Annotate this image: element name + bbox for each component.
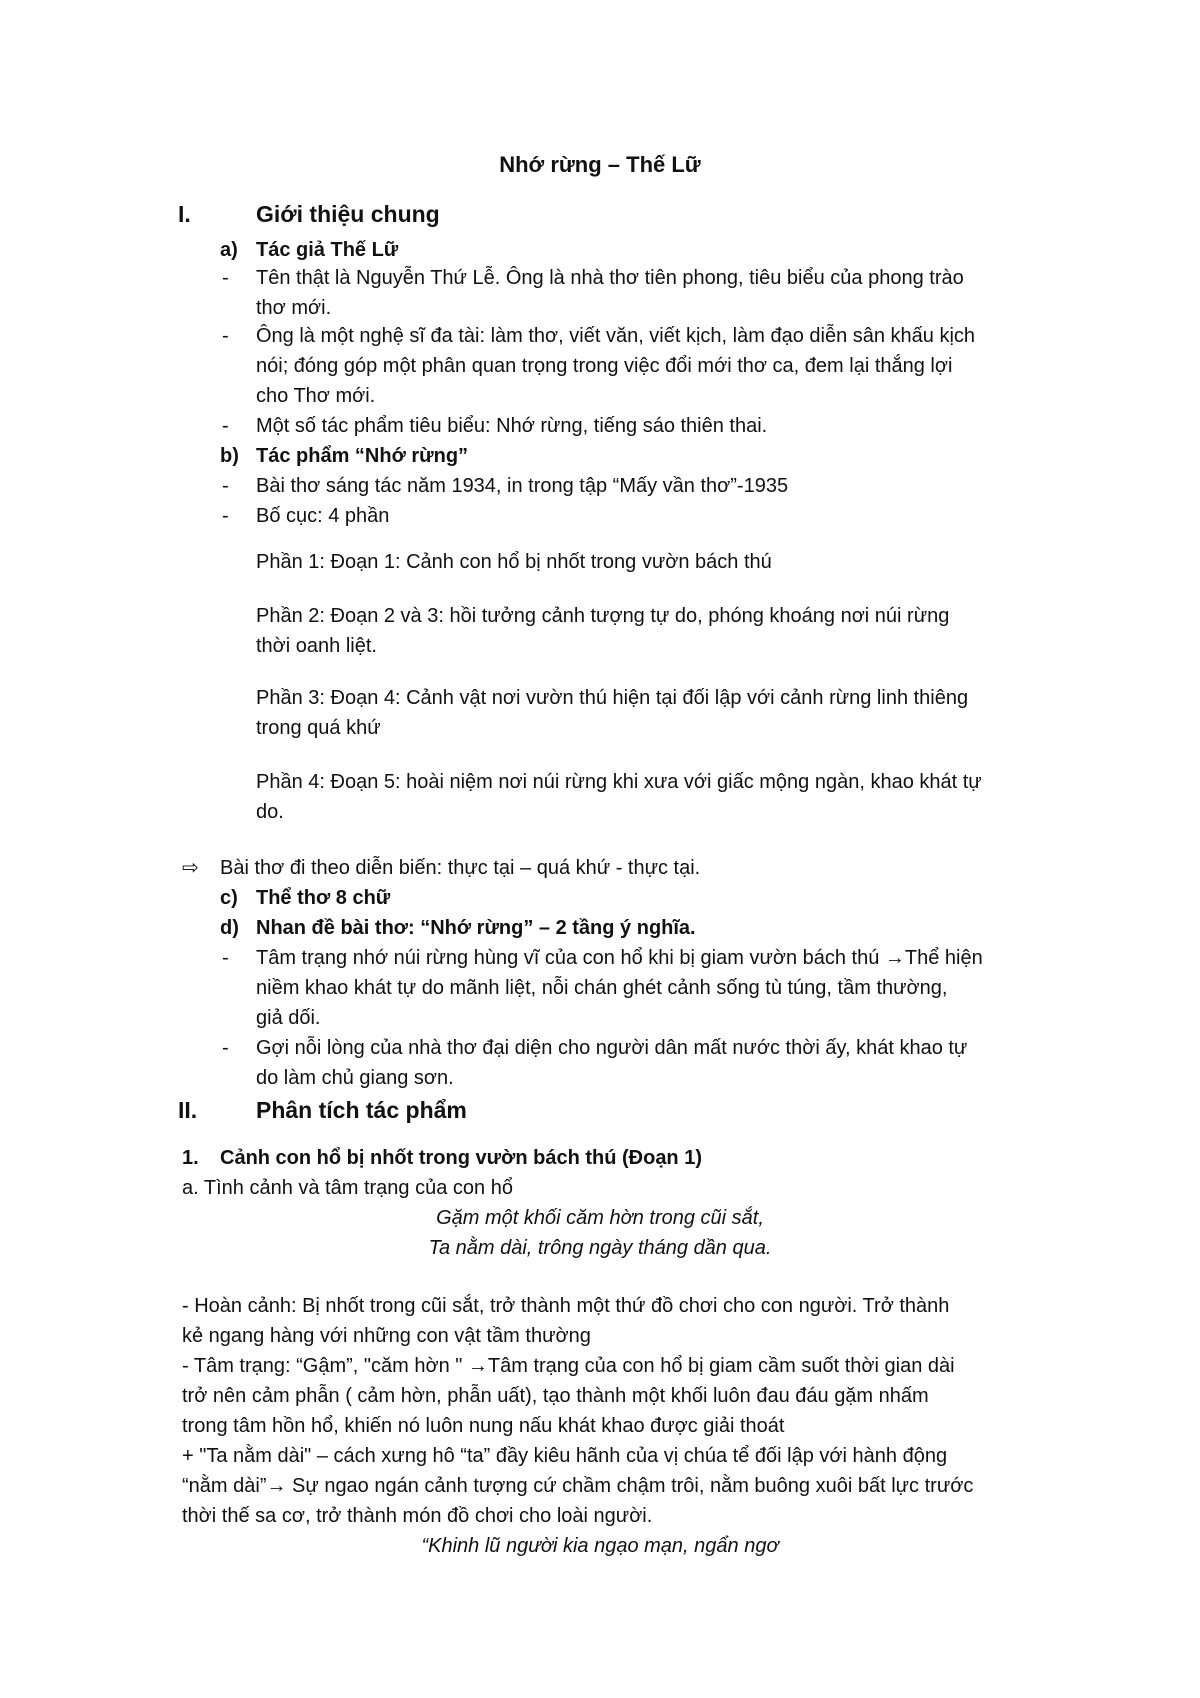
part-line: trong quá khứ xyxy=(256,717,381,739)
text-line: niềm khao khát tự do mãnh liệt, nỗi chán ghét cảnh sống tù túng, tầm thường, xyxy=(256,977,948,999)
text-line: Bài thơ đi theo diễn biến: thực tại – quá khứ - thực tại. xyxy=(220,857,701,879)
text-line: Tâm trạng nhớ núi rừng hùng vĩ của con hổ khi bị giam vườn bách thú →Thể hiện xyxy=(256,947,983,969)
text-line: giả dối. xyxy=(256,1007,321,1029)
poem-quote-line: Gặm một khối căm hờn trong cũi sắt, xyxy=(436,1207,764,1229)
part-line: Phần 1: Đoạn 1: Cảnh con hổ bị nhốt trong vườn bách thú xyxy=(256,551,772,573)
text-line: Bài thơ sáng tác năm 1934, in trong tập “Mấy vần thơ”-1935 xyxy=(256,475,789,497)
item-label: d) xyxy=(220,917,239,939)
paragraph-line: kẻ ngang hàng với những con vật tầm thường xyxy=(182,1325,591,1347)
dash-bullet: - xyxy=(222,1037,229,1059)
text-line: cho Thơ mới. xyxy=(256,385,376,407)
item-label: b) xyxy=(220,445,239,467)
text-line: do làm chủ giang sơn. xyxy=(256,1067,454,1089)
dash-bullet: - xyxy=(222,415,229,437)
item-title: Tác giả Thế Lữ xyxy=(256,239,399,261)
item-label: a) xyxy=(220,239,238,261)
document-title: Nhớ rừng – Thế Lữ xyxy=(499,152,701,177)
part-line: Phần 2: Đoạn 2 và 3: hồi tưởng cảnh tượng tự do, phóng khoáng nơi núi rừng xyxy=(256,605,950,627)
paragraph-line: + "Ta nằm dài" – cách xưng hô “ta” đầy kiêu hãnh của vị chúa tể đối lập với hành động xyxy=(182,1445,948,1467)
part-line: thời oanh liệt. xyxy=(256,635,377,657)
item-title: Tác phẩm “Nhớ rừng” xyxy=(256,445,469,467)
poem-quote-line: Ta nằm dài, trông ngày tháng dần qua. xyxy=(428,1237,772,1259)
text-line: Tên thật là Nguyễn Thứ Lễ. Ông là nhà thơ tiên phong, tiêu biểu của phong trào xyxy=(256,267,964,289)
dash-bullet: - xyxy=(222,505,229,527)
dash-bullet: - xyxy=(222,947,229,969)
item-title: Thể thơ 8 chữ xyxy=(256,887,391,909)
section-heading: Giới thiệu chung xyxy=(256,201,440,227)
item-label: c) xyxy=(220,887,238,909)
poem-quote-line: “Khinh lũ người kia ngạo mạn, ngẩn ngơ xyxy=(421,1535,779,1557)
subheading: a. Tình cảnh và tâm trạng của con hổ xyxy=(182,1177,513,1199)
subsection-number: 1. xyxy=(182,1147,199,1169)
subsection-title: Cảnh con hổ bị nhốt trong vườn bách thú (Đoạn 1) xyxy=(220,1147,702,1169)
section-number: II. xyxy=(178,1097,198,1123)
part-line: do. xyxy=(256,801,284,823)
text-line: Bố cục: 4 phần xyxy=(256,505,390,527)
dash-bullet: - xyxy=(222,325,229,347)
paragraph-line: trong tâm hồn hổ, khiến nó luôn nung nấu khát khao được giải thoát xyxy=(182,1415,785,1437)
paragraph-line: - Hoàn cảnh: Bị nhốt trong cũi sắt, trở thành một thứ đồ chơi cho con người. Trở thành xyxy=(182,1295,950,1317)
text-line: Một số tác phẩm tiêu biểu: Nhớ rừng, tiếng sáo thiên thai. xyxy=(256,415,768,437)
paragraph-line: trở nên cảm phẫn ( cảm hờn, phẫn uất), tạo thành một khối luôn đau đáu gặm nhấm xyxy=(182,1385,929,1407)
paragraph-line: - Tâm trạng: “Gậm”, "căm hờn " →Tâm trạng của con hổ bị giam cầm suốt thời gian dài xyxy=(182,1355,955,1377)
part-line: Phần 4: Đoạn 5: hoài niệm nơi núi rừng khi xưa với giấc mộng ngàn, khao khát tự xyxy=(256,771,982,793)
section-heading: Phân tích tác phẩm xyxy=(256,1097,467,1123)
section-number: I. xyxy=(178,201,191,227)
text-line: thơ mới. xyxy=(256,297,332,319)
text-line: Ông là một nghệ sĩ đa tài: làm thơ, viết văn, viết kịch, làm đạo diễn sân khấu kịch xyxy=(256,325,976,347)
paragraph-line: thời thế sa cơ, trở thành món đồ chơi cho loài người. xyxy=(182,1505,653,1527)
dash-bullet: - xyxy=(222,475,229,497)
dash-bullet: - xyxy=(222,267,229,289)
arrow-right-icon: ⇨ xyxy=(182,857,199,879)
paragraph-line: “nằm dài”→ Sự ngao ngán cảnh tượng cứ chầm chậm trôi, nằm buông xuôi bất lực trước xyxy=(182,1475,974,1497)
item-title: Nhan đề bài thơ: “Nhớ rừng” – 2 tầng ý nghĩa. xyxy=(256,917,696,939)
part-line: Phần 3: Đoạn 4: Cảnh vật nơi vườn thú hiện tại đối lập với cảnh rừng linh thiêng xyxy=(256,687,969,709)
text-line: nói; đóng góp một phân quan trọng trong việc đổi mới thơ ca, đem lại thắng lợi xyxy=(256,355,953,377)
text-line: Gợi nỗi lòng của nhà thơ đại diện cho người dân mất nước thời ấy, khát khao tự xyxy=(256,1037,968,1059)
